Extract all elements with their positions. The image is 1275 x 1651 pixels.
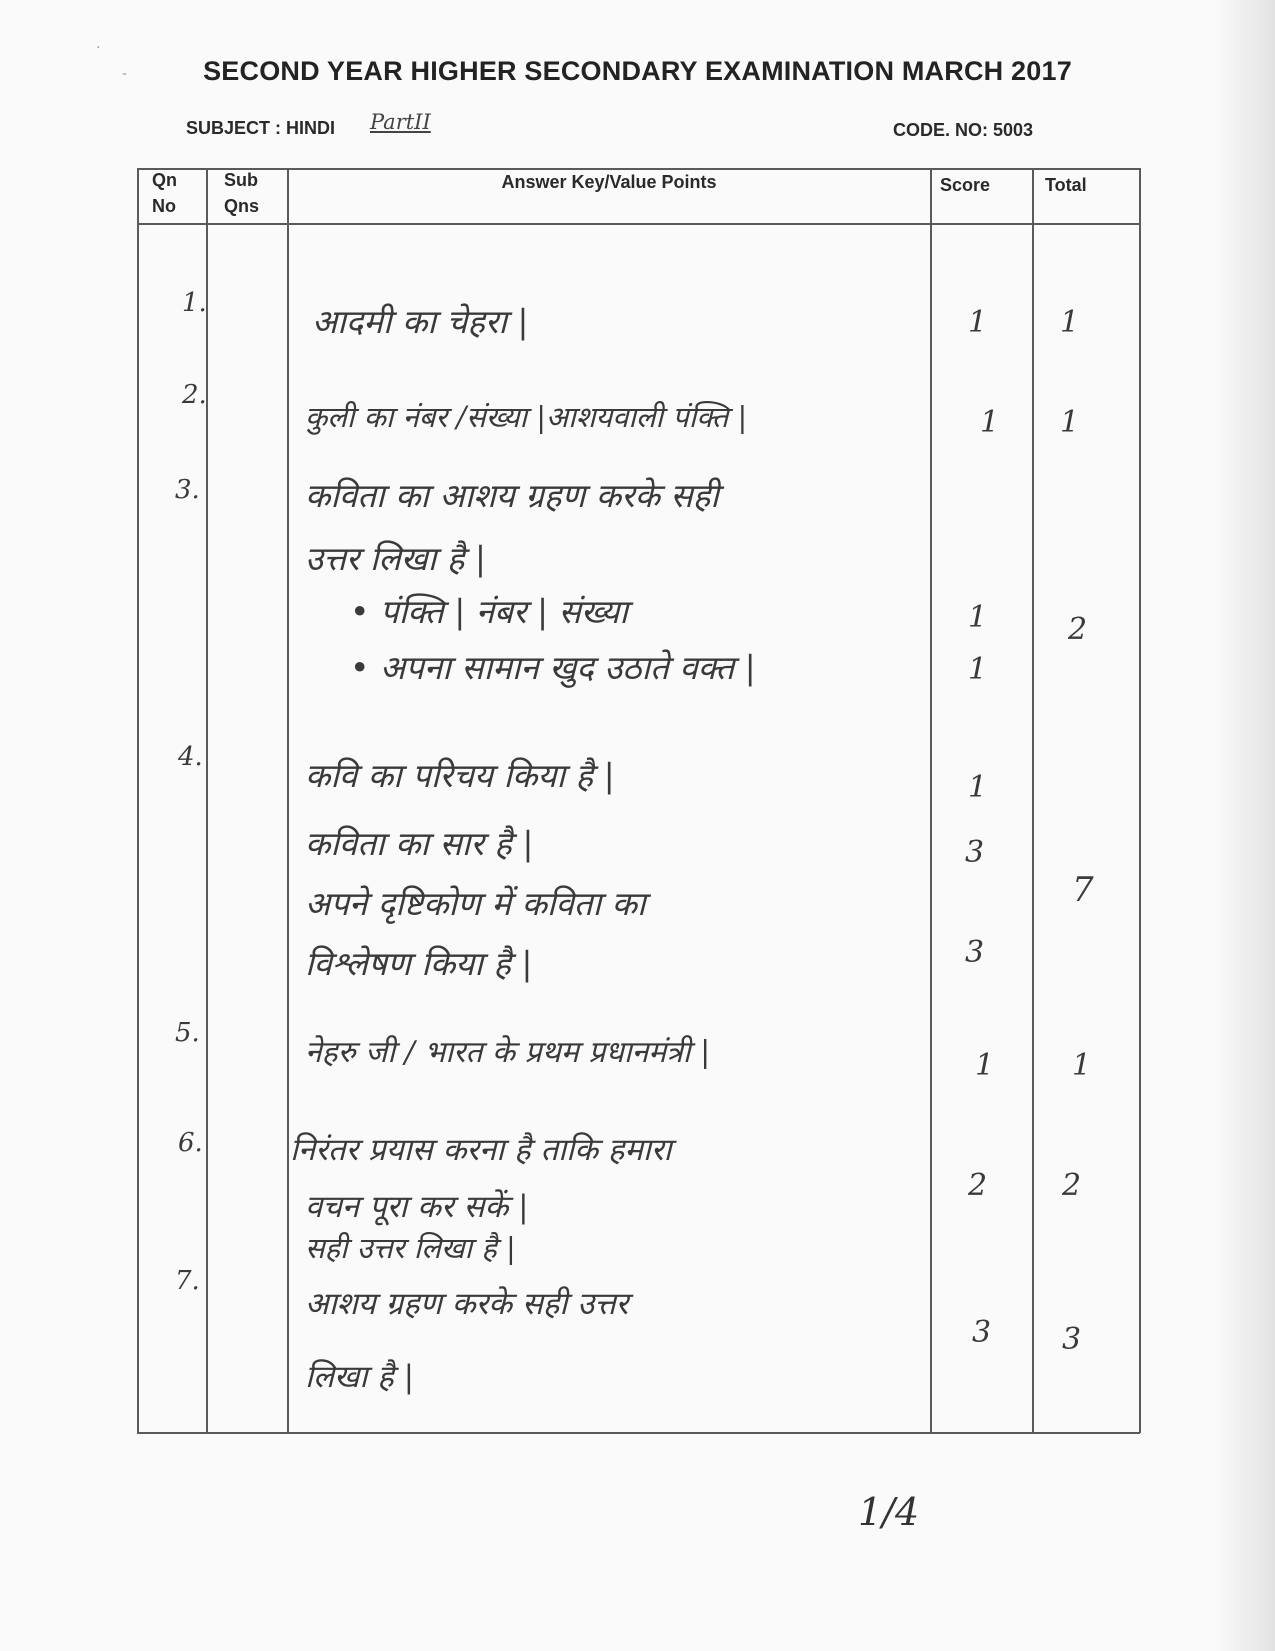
score-value: 3 — [965, 835, 985, 870]
subject-label: SUBJECT : HINDI — [186, 118, 336, 138]
question-number: 3. — [175, 475, 200, 505]
scan-speck: · — [96, 40, 101, 56]
score-value: 2 — [968, 1168, 988, 1203]
header-score: Score — [940, 175, 991, 195]
header-sub-line2: Qns — [224, 196, 260, 216]
total-value: 2 — [1062, 1168, 1082, 1203]
page-number: 1/4 — [858, 1490, 920, 1534]
col-divider-total — [1032, 168, 1034, 1433]
question-number: 2. — [182, 380, 207, 410]
total-value: 3 — [1062, 1322, 1082, 1357]
table-border-left — [137, 168, 139, 1433]
header-sub-line1: Sub — [224, 170, 258, 190]
answer-line: • पंक्ति | नंबर | संख्या — [350, 592, 628, 631]
scan-speck: - — [122, 66, 128, 82]
total-value: 1 — [1060, 305, 1080, 340]
part-handwritten-note: PartII — [370, 110, 431, 134]
scan-edge — [1215, 0, 1275, 1651]
answer-line: उत्तर लिखा है | — [305, 539, 486, 578]
answer-line: • अपना सामान खुद उठाते वक्त | — [350, 648, 756, 687]
col-divider-sub — [206, 168, 208, 1433]
question-number: 6. — [178, 1128, 203, 1158]
total-value: 7 — [1072, 870, 1094, 910]
question-number: 5. — [175, 1018, 200, 1048]
answer-line: अपने दृष्टिकोण में कविता का — [305, 884, 646, 923]
header-total: Total — [1045, 175, 1087, 195]
total-value: 1 — [1072, 1048, 1092, 1083]
answer-line: विश्लेषण किया है | — [305, 944, 533, 983]
answer-line: निरंतर प्रयास करना है ताकि हमारा — [290, 1132, 672, 1168]
header-qn-line1: Qn — [152, 170, 177, 190]
answer-line: लिखा है | — [305, 1359, 415, 1395]
total-value: 1 — [1060, 405, 1080, 440]
header-answer-key: Answer Key/Value Points — [501, 172, 717, 192]
answer-line: आशय ग्रहण करके सही उत्तर — [305, 1286, 629, 1322]
score-value: 1 — [980, 405, 1000, 440]
answer-line: आदमी का चेहरा | — [312, 302, 529, 341]
answer-line: वचन पूरा कर सकें | — [305, 1189, 529, 1225]
header-qn-no — [152, 167, 177, 219]
score-value: 1 — [975, 1048, 995, 1083]
answer-line: कवि का परिचय किया है | — [305, 756, 615, 795]
answer-line: सही उत्तर लिखा है | — [305, 1231, 516, 1265]
header-sub-qns — [224, 167, 259, 219]
question-number: 7. — [175, 1266, 200, 1296]
score-value: 1 — [968, 652, 988, 687]
score-value: 1 — [968, 305, 988, 340]
col-divider-score — [930, 168, 932, 1433]
score-value: 3 — [965, 935, 985, 970]
score-value: 1 — [968, 770, 988, 805]
table-border-right — [1139, 168, 1141, 1433]
question-number: 4. — [178, 742, 203, 772]
question-number: 1. — [182, 288, 207, 318]
exam-title: SECOND YEAR HIGHER SECONDARY EXAMINATION MARCH 2017 — [203, 56, 1072, 86]
answer-line: कविता का आशय ग्रहण करके सही — [305, 476, 719, 515]
score-value: 3 — [972, 1315, 992, 1350]
answer-line: कुली का नंबर /संख्या |आशयवाली पंक्ति | — [305, 400, 748, 434]
answer-line: नेहरु जी / भारत के प्रथम प्रधानमंत्री | — [305, 1035, 711, 1070]
col-divider-answer — [287, 168, 289, 1433]
score-value: 1 — [968, 600, 988, 635]
answer-line: कविता का सार है | — [305, 824, 534, 863]
header-qn-line2: No — [152, 196, 176, 216]
total-value: 2 — [1068, 612, 1088, 647]
code-number: CODE. NO: 5003 — [893, 120, 1034, 140]
